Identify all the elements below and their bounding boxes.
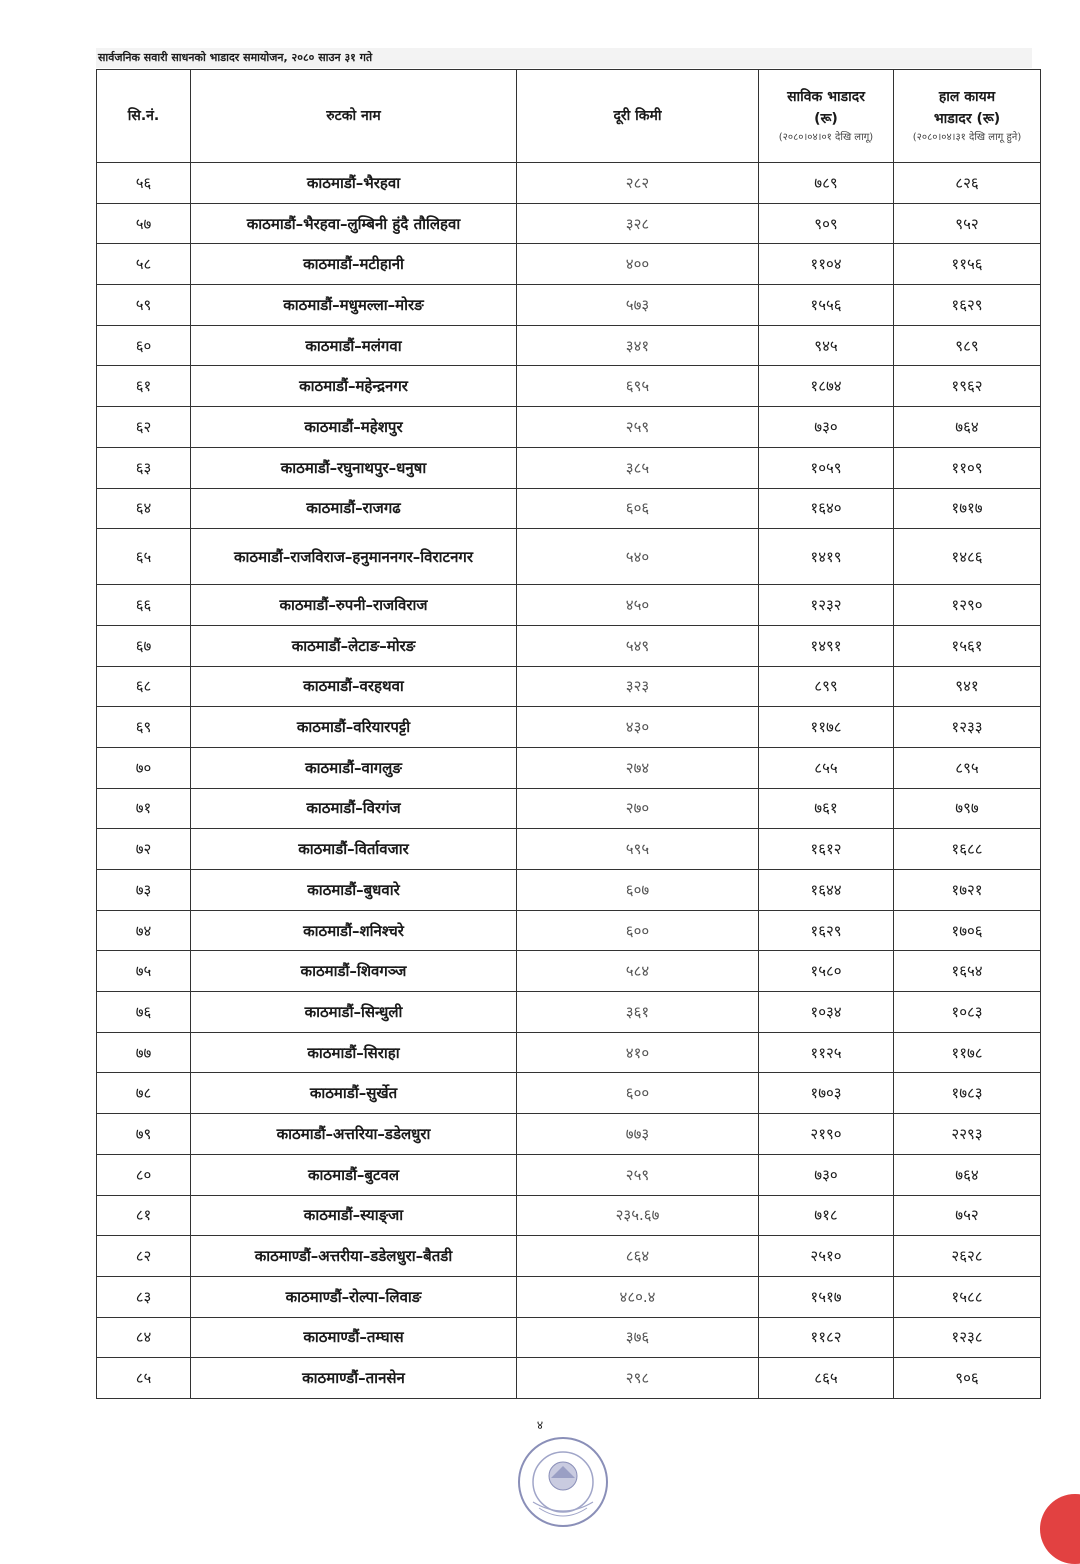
- cell-serial: ८५: [97, 1358, 191, 1399]
- table-row: [97, 203, 1041, 244]
- cell-distance: ४००: [517, 244, 759, 285]
- cell-serial: ५८: [97, 244, 191, 285]
- cell-route: काठमाडौं–विर्तावजार: [191, 829, 517, 870]
- cell-route: काठमाडौं–विरगंज: [191, 788, 517, 829]
- cell-old-rate: १७०३: [759, 1073, 894, 1114]
- cell-new-rate: ९४१: [894, 666, 1041, 707]
- table-row: [97, 1073, 1041, 1114]
- cell-old-rate: १५१७: [759, 1276, 894, 1317]
- column-header-route: रुटको नाम: [191, 70, 517, 163]
- cell-route: काठमाडौं–रघुनाथपुर–धनुषा: [191, 447, 517, 488]
- page-header: सार्वजनिक सवारी साधनको भाडादर समायोजन, २०८० साउन ३१ गते: [96, 48, 1032, 68]
- cell-new-rate: १२३८: [894, 1317, 1041, 1358]
- table-row: [97, 829, 1041, 870]
- cell-new-rate: ७९७: [894, 788, 1041, 829]
- cell-old-rate: १४९१: [759, 625, 894, 666]
- cell-new-rate: ९५२: [894, 203, 1041, 244]
- cell-new-rate: १७०६: [894, 910, 1041, 951]
- table-row: [97, 529, 1041, 585]
- cell-serial: ५९: [97, 285, 191, 326]
- cell-distance: २५९: [517, 407, 759, 448]
- cell-new-rate: १२३३: [894, 707, 1041, 748]
- cell-route: काठमाडौं–महेन्द्रनगर: [191, 366, 517, 407]
- table-row: [97, 625, 1041, 666]
- cell-old-rate: १८७४: [759, 366, 894, 407]
- cell-old-rate: १६२९: [759, 910, 894, 951]
- table-row: [97, 1032, 1041, 1073]
- cell-route: काठमाडौं–स्याङ्जा: [191, 1195, 517, 1236]
- cell-new-rate: २६२८: [894, 1236, 1041, 1277]
- cell-route: काठमाडौं–बुधवारे: [191, 870, 517, 911]
- table-row: [97, 707, 1041, 748]
- cell-distance: ३२३: [517, 666, 759, 707]
- cell-old-rate: २५१०: [759, 1236, 894, 1277]
- cell-distance: ७७३: [517, 1114, 759, 1155]
- cell-serial: ६७: [97, 625, 191, 666]
- cell-old-rate: ९४५: [759, 325, 894, 366]
- fare-table: [96, 69, 1041, 1399]
- cell-serial: ५७: [97, 203, 191, 244]
- cell-serial: ६३: [97, 447, 191, 488]
- cell-route: काठमाडौं–वागलुङ: [191, 747, 517, 788]
- cell-route: काठमाडौं–वरियारपट्टी: [191, 707, 517, 748]
- cell-serial: ७४: [97, 910, 191, 951]
- cell-route: काठमाडौं–अत्तरिया–डडेलधुरा: [191, 1114, 517, 1155]
- cell-route: काठमाण्डौं–तम्घास: [191, 1317, 517, 1358]
- table-row: [97, 951, 1041, 992]
- cell-old-rate: ११०४: [759, 244, 894, 285]
- table-body: [97, 163, 1041, 1399]
- table-row: [97, 1114, 1041, 1155]
- cell-old-rate: ७१८: [759, 1195, 894, 1236]
- cell-distance: ५८४: [517, 951, 759, 992]
- table-row: [97, 585, 1041, 626]
- cell-old-rate: १५५६: [759, 285, 894, 326]
- cell-new-rate: ९०६: [894, 1358, 1041, 1399]
- cell-serial: ६९: [97, 707, 191, 748]
- cell-old-rate: १६४४: [759, 870, 894, 911]
- cell-serial: ६५: [97, 529, 191, 585]
- cell-route: काठमाडौं–महेशपुर: [191, 407, 517, 448]
- cell-new-rate: १९६२: [894, 366, 1041, 407]
- cell-new-rate: १६८८: [894, 829, 1041, 870]
- cell-new-rate: १६५४: [894, 951, 1041, 992]
- cell-serial: ६६: [97, 585, 191, 626]
- cell-old-rate: ११७८: [759, 707, 894, 748]
- cell-serial: ८१: [97, 1195, 191, 1236]
- cell-distance: ४५०: [517, 585, 759, 626]
- cell-old-rate: ११८२: [759, 1317, 894, 1358]
- cell-distance: ६०७: [517, 870, 759, 911]
- cell-serial: ५६: [97, 163, 191, 204]
- cell-distance: ५७३: [517, 285, 759, 326]
- cell-new-rate: १५६१: [894, 625, 1041, 666]
- column-header-distance: दूरी किमी: [517, 70, 759, 163]
- table-row: [97, 1358, 1041, 1399]
- table-row: [97, 163, 1041, 204]
- cell-route: काठमाडौं–लेटाङ–मोरङ: [191, 625, 517, 666]
- cell-new-rate: ८२६: [894, 163, 1041, 204]
- cell-serial: ७१: [97, 788, 191, 829]
- corner-decoration: [1040, 1494, 1080, 1564]
- table-row: [97, 992, 1041, 1033]
- cell-old-rate: १६४०: [759, 488, 894, 529]
- cell-distance: ३४१: [517, 325, 759, 366]
- cell-route: काठमाडौं–मटीहानी: [191, 244, 517, 285]
- cell-distance: २३५.६७: [517, 1195, 759, 1236]
- cell-old-rate: १६१२: [759, 829, 894, 870]
- cell-route: काठमाण्डौं–अत्तरीया–डडेलधुरा–बैतडी: [191, 1236, 517, 1277]
- cell-new-rate: ७६४: [894, 1154, 1041, 1195]
- cell-distance: २५९: [517, 1154, 759, 1195]
- cell-new-rate: १५८८: [894, 1276, 1041, 1317]
- table-row: [97, 325, 1041, 366]
- table-row: [97, 910, 1041, 951]
- cell-new-rate: १७८३: [894, 1073, 1041, 1114]
- cell-distance: ६०६: [517, 488, 759, 529]
- cell-new-rate: १७२१: [894, 870, 1041, 911]
- cell-route: काठमाडौं–भैरहवा–लुम्बिनी हुंदै तौलिहवा: [191, 203, 517, 244]
- cell-old-rate: ७८९: [759, 163, 894, 204]
- table-row: [97, 1195, 1041, 1236]
- cell-old-rate: ७६१: [759, 788, 894, 829]
- cell-distance: ६००: [517, 910, 759, 951]
- cell-distance: २७४: [517, 747, 759, 788]
- cell-route: काठमाडौं–बुटवल: [191, 1154, 517, 1195]
- cell-serial: ७८: [97, 1073, 191, 1114]
- cell-distance: २८२: [517, 163, 759, 204]
- cell-new-rate: ७६४: [894, 407, 1041, 448]
- cell-distance: ३७६: [517, 1317, 759, 1358]
- cell-new-rate: १४८६: [894, 529, 1041, 585]
- table-row: [97, 788, 1041, 829]
- table-row: [97, 407, 1041, 448]
- cell-old-rate: ८९९: [759, 666, 894, 707]
- cell-route: काठमाडौं–सिराहा: [191, 1032, 517, 1073]
- cell-new-rate: ७५२: [894, 1195, 1041, 1236]
- table-row: [97, 1236, 1041, 1277]
- cell-old-rate: ९०९: [759, 203, 894, 244]
- table-row: [97, 747, 1041, 788]
- cell-old-rate: १०३४: [759, 992, 894, 1033]
- table-row: [97, 366, 1041, 407]
- table-row: [97, 244, 1041, 285]
- cell-distance: ६००: [517, 1073, 759, 1114]
- cell-serial: ८०: [97, 1154, 191, 1195]
- cell-serial: ७०: [97, 747, 191, 788]
- cell-old-rate: २१९०: [759, 1114, 894, 1155]
- cell-serial: ७६: [97, 992, 191, 1033]
- cell-old-rate: ७३०: [759, 407, 894, 448]
- cell-new-rate: ९८९: [894, 325, 1041, 366]
- cell-route: काठमाडौं–भैरहवा: [191, 163, 517, 204]
- cell-new-rate: १२९०: [894, 585, 1041, 626]
- cell-serial: ७९: [97, 1114, 191, 1155]
- table-row: [97, 666, 1041, 707]
- table-header-row: [97, 70, 1041, 163]
- cell-distance: ३६१: [517, 992, 759, 1033]
- cell-route: काठमाडौं–मधुमल्ला–मोरङ: [191, 285, 517, 326]
- cell-new-rate: ११७८: [894, 1032, 1041, 1073]
- cell-distance: ४१०: [517, 1032, 759, 1073]
- table-row: [97, 1317, 1041, 1358]
- cell-serial: ६२: [97, 407, 191, 448]
- cell-new-rate: १६२९: [894, 285, 1041, 326]
- cell-distance: ५९५: [517, 829, 759, 870]
- cell-serial: ६८: [97, 666, 191, 707]
- cell-serial: ७५: [97, 951, 191, 992]
- cell-serial: ७३: [97, 870, 191, 911]
- cell-route: काठमाडौं–वरहथवा: [191, 666, 517, 707]
- column-header-old-rate: साविक भाडादर (रू) (२०८०।०४।०१ देखि लागू): [759, 70, 894, 163]
- cell-old-rate: १४१९: [759, 529, 894, 585]
- table-row: [97, 870, 1041, 911]
- cell-old-rate: ८६५: [759, 1358, 894, 1399]
- column-header-new-rate: हाल कायम भाडादर (रू) (२०८०।०४।३१ देखि लागू हुने): [894, 70, 1041, 163]
- cell-serial: ८४: [97, 1317, 191, 1358]
- cell-old-rate: ७३०: [759, 1154, 894, 1195]
- cell-route: काठमाडौं–राजगढ: [191, 488, 517, 529]
- cell-distance: ६९५: [517, 366, 759, 407]
- cell-old-rate: १०५९: [759, 447, 894, 488]
- cell-route: काठमाडौं–सिन्धुली: [191, 992, 517, 1033]
- cell-route: काठमाण्डौं–तानसेन: [191, 1358, 517, 1399]
- cell-serial: ६१: [97, 366, 191, 407]
- cell-serial: ८२: [97, 1236, 191, 1277]
- cell-serial: ७७: [97, 1032, 191, 1073]
- cell-new-rate: १७१७: [894, 488, 1041, 529]
- cell-distance: २७०: [517, 788, 759, 829]
- cell-distance: ५४९: [517, 625, 759, 666]
- cell-route: काठमाडौं–मलंगवा: [191, 325, 517, 366]
- cell-old-rate: ८५५: [759, 747, 894, 788]
- column-header-serial: सि.नं.: [97, 70, 191, 163]
- office-seal-stamp: [513, 1432, 613, 1532]
- cell-new-rate: ११५६: [894, 244, 1041, 285]
- table-row: [97, 488, 1041, 529]
- cell-new-rate: ८९५: [894, 747, 1041, 788]
- cell-serial: ६४: [97, 488, 191, 529]
- cell-serial: ६०: [97, 325, 191, 366]
- page-number: ४: [536, 1418, 544, 1432]
- cell-route: काठमाडौं–सुर्खेत: [191, 1073, 517, 1114]
- cell-distance: ३८५: [517, 447, 759, 488]
- cell-old-rate: ११२५: [759, 1032, 894, 1073]
- table-row: [97, 1154, 1041, 1195]
- table-row: [97, 285, 1041, 326]
- cell-distance: २९८: [517, 1358, 759, 1399]
- cell-serial: ७२: [97, 829, 191, 870]
- cell-route: काठमाडौं–राजविराज–हनुमाननगर–विराटनगर: [191, 529, 517, 585]
- table-row: [97, 1276, 1041, 1317]
- cell-serial: ८३: [97, 1276, 191, 1317]
- cell-new-rate: २२९३: [894, 1114, 1041, 1155]
- cell-route: काठमाडौं–शनिश्चरे: [191, 910, 517, 951]
- cell-distance: ५४०: [517, 529, 759, 585]
- cell-new-rate: १०८३: [894, 992, 1041, 1033]
- cell-distance: ४३०: [517, 707, 759, 748]
- cell-old-rate: १५८०: [759, 951, 894, 992]
- cell-old-rate: १२३२: [759, 585, 894, 626]
- cell-new-rate: ११०९: [894, 447, 1041, 488]
- cell-route: काठमाडौं–शिवगञ्ज: [191, 951, 517, 992]
- table-row: [97, 447, 1041, 488]
- cell-route: काठमाण्डौं–रोल्पा–लिवाङ: [191, 1276, 517, 1317]
- cell-distance: ४८०.४: [517, 1276, 759, 1317]
- cell-distance: ८६४: [517, 1236, 759, 1277]
- cell-distance: ३२८: [517, 203, 759, 244]
- cell-route: काठमाडौं–रुपनी–राजविराज: [191, 585, 517, 626]
